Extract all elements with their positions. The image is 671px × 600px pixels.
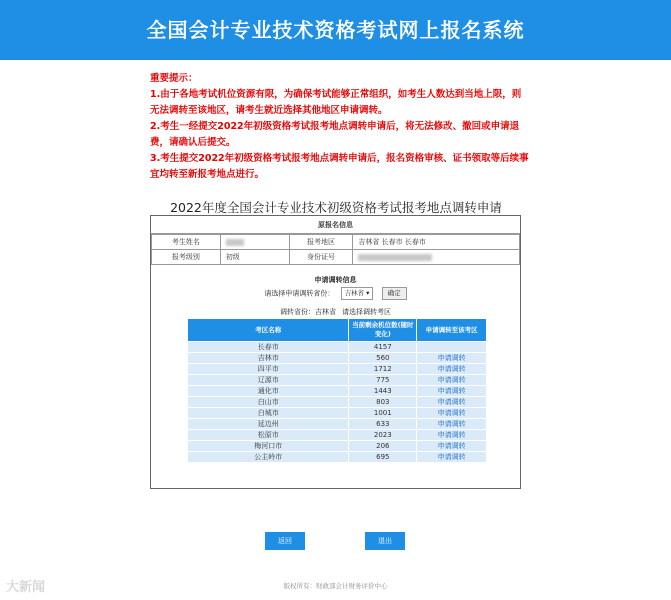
- remaining-count: 695: [349, 452, 417, 463]
- notice-item-3: 3.考生提交2022年初级资格考试报考地点调转申请后，报名资格审核、证书领取等后续事宜均转至新报考地点进行。: [150, 153, 529, 180]
- apply-transfer-link[interactable]: 申请调转: [417, 353, 487, 364]
- level-label: 报考级别: [152, 250, 221, 265]
- action-cell-empty: [417, 342, 487, 353]
- province-select-value: 吉林省: [344, 289, 365, 297]
- table-row: [188, 397, 487, 408]
- remaining-count: 560: [349, 353, 417, 364]
- table-row: [188, 419, 487, 430]
- remaining-count: 2023: [349, 430, 417, 441]
- table-row: [188, 386, 487, 397]
- notice-item-2: 2.考生一经提交2022年初级资格考试报考地点调转申请后，将无法修改、撤回或申请退费，请确认后提交。: [150, 121, 520, 148]
- area-name: 梅河口市: [188, 441, 349, 452]
- table-row: [188, 408, 487, 419]
- area-name: 延边州: [188, 419, 349, 430]
- apply-transfer-link[interactable]: 申请调转: [417, 364, 487, 375]
- table-row: [188, 430, 487, 441]
- table-row: [188, 364, 487, 375]
- exam-area-table: [187, 318, 487, 463]
- name-label: 考生姓名: [152, 235, 221, 250]
- id-value: [353, 250, 520, 265]
- apply-transfer-link[interactable]: 申请调转: [417, 452, 487, 463]
- page-header: [0, 0, 671, 60]
- remaining-count: 633: [349, 419, 417, 430]
- region-value: 吉林省 长春市 长春市: [353, 235, 520, 250]
- current-province-hint: 请选择调转考区: [342, 308, 391, 316]
- remaining-count: 1712: [349, 364, 417, 375]
- area-name: 四平市: [188, 364, 349, 375]
- apply-info-title: 申请调转信息: [314, 276, 357, 284]
- current-province-row: [151, 307, 520, 317]
- remaining-count: 206: [349, 441, 417, 452]
- transfer-form-panel: [150, 215, 521, 489]
- remaining-count: 1001: [349, 408, 417, 419]
- area-name: 吉林市: [188, 353, 349, 364]
- back-button[interactable]: 返回: [265, 532, 305, 550]
- name-value: [220, 235, 289, 250]
- remaining-count: 1443: [349, 386, 417, 397]
- notice-heading: 重要提示：: [150, 73, 198, 84]
- province-select-row: [151, 287, 520, 300]
- table-row: [188, 375, 487, 386]
- apply-transfer-link[interactable]: 申请调转: [417, 419, 487, 430]
- col-header-action: 申请调转至该考区: [417, 319, 487, 342]
- apply-transfer-link[interactable]: 申请调转: [417, 397, 487, 408]
- province-select-label: 请选择申请调转省份：: [264, 289, 335, 298]
- remaining-count: 4157: [349, 342, 417, 353]
- original-info-table: [151, 234, 520, 265]
- current-province-value: 吉林省: [315, 308, 336, 316]
- table-row: [188, 342, 487, 353]
- current-province-label: 调转省份：: [280, 308, 315, 316]
- area-name: 公主岭市: [188, 452, 349, 463]
- id-label: 身份证号: [289, 250, 353, 265]
- region-label: 报考地区: [289, 235, 353, 250]
- apply-transfer-link[interactable]: 申请调转: [417, 430, 487, 441]
- confirm-button[interactable]: 确定: [382, 287, 407, 300]
- area-name: 白城市: [188, 408, 349, 419]
- remaining-count: 775: [349, 375, 417, 386]
- area-name: 辽源市: [188, 375, 349, 386]
- name-value-redacted: [226, 239, 244, 246]
- remaining-count: 803: [349, 397, 417, 408]
- col-header-area: 考区名称: [188, 319, 349, 342]
- form-title: 2022年度全国会计专业技术初级资格考试报考地点调转申请: [170, 200, 502, 215]
- exit-button[interactable]: 退出: [365, 532, 405, 550]
- col-header-remaining: 当前剩余机位数(随时变化): [349, 319, 417, 342]
- apply-transfer-link[interactable]: 申请调转: [417, 386, 487, 397]
- copyright-text: 版权所有：财政部会计财务评价中心: [283, 582, 388, 590]
- area-name: 白山市: [188, 397, 349, 408]
- chevron-down-icon: ▾: [366, 289, 370, 297]
- table-header-row: [188, 319, 487, 342]
- apply-transfer-link[interactable]: 申请调转: [417, 441, 487, 452]
- area-name: 松原市: [188, 430, 349, 441]
- area-name: 长春市: [188, 342, 349, 353]
- id-value-redacted: [358, 254, 432, 261]
- original-info-title: 原报名信息: [151, 216, 520, 234]
- watermark-logo: 大新闻: [6, 580, 46, 595]
- apply-transfer-link[interactable]: 申请调转: [417, 375, 487, 386]
- page-title: 全国会计专业技术资格考试网上报名系统: [146, 18, 525, 42]
- apply-transfer-link[interactable]: 申请调转: [417, 408, 487, 419]
- table-row: [188, 353, 487, 364]
- province-select[interactable]: [341, 287, 374, 300]
- table-row: [188, 441, 487, 452]
- area-name: 通化市: [188, 386, 349, 397]
- table-row: [188, 452, 487, 463]
- level-value: 初级: [220, 250, 289, 265]
- notice-item-1: 1.由于各地考试机位资源有限，为确保考试能够正常组织，如考生人数达到当地上限，则无法调转至该地区，请考生就近选择其他地区申请调转。: [150, 89, 522, 116]
- important-notice: [150, 71, 530, 183]
